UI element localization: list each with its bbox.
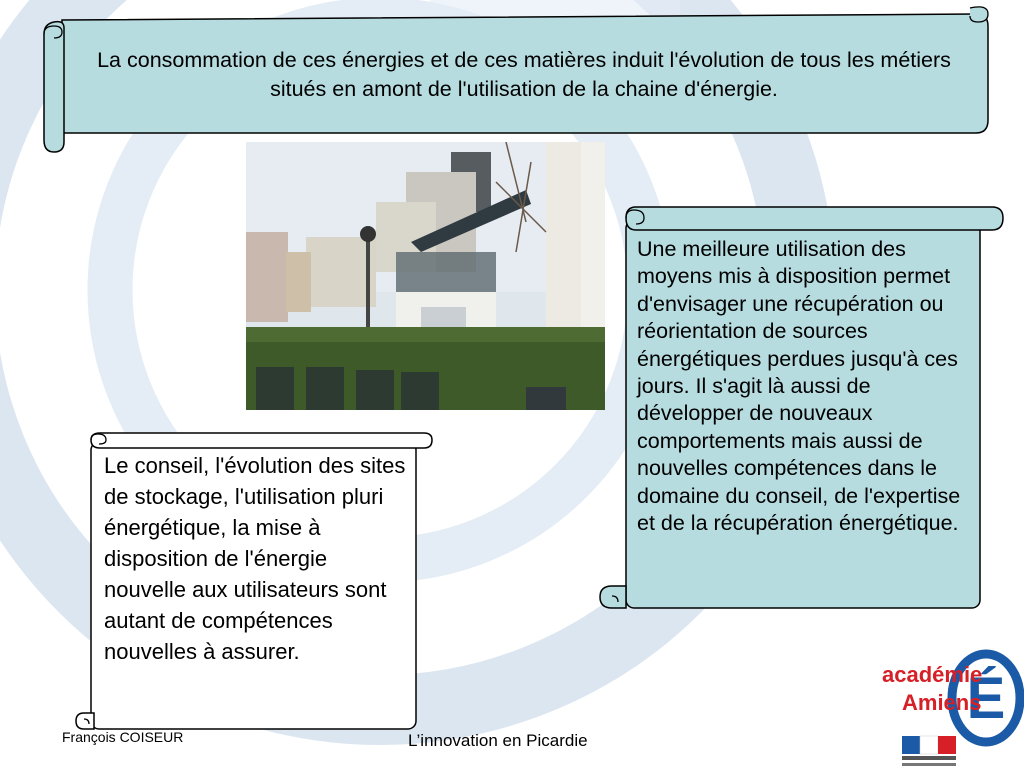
logo-letter: É (966, 666, 1006, 731)
flag-blue (902, 736, 920, 754)
logo-line1: académie (882, 662, 983, 687)
top-scroll-text: La consommation de ces énergies et de ces matières induit l'évolution de tous les métiers situés en amont de l'utilisation de la chaine d'énergie. (97, 48, 951, 101)
right-scroll-text: Une meilleure utilisation des moyens mis à disposition permet d'envisager une récupération ou réorientation de sources énergétiques perdues jusqu'à ces jours. Il s'agit là aussi de développer de nouveaux comportements mais aussi de nouvelles compétences dans le domaine du conseil, de l'expertise et de la récupération énergétique. (637, 237, 961, 536)
academie-amiens-logo (878, 626, 1024, 768)
flag-red (938, 736, 956, 754)
flag-white (920, 736, 938, 754)
logo-line2: Amiens (902, 690, 982, 715)
left-scroll-text: Le conseil, l'évolution des sites de stockage, l'utilisation pluri énergétique, la mise à disposition de l'énergie nouvelle aux utilisateurs sont autant de compétences nouvelles à assurer. (104, 453, 406, 664)
footer-author: François COISEUR (62, 729, 184, 745)
footer-title: L’innovation en Picardie (408, 731, 588, 750)
